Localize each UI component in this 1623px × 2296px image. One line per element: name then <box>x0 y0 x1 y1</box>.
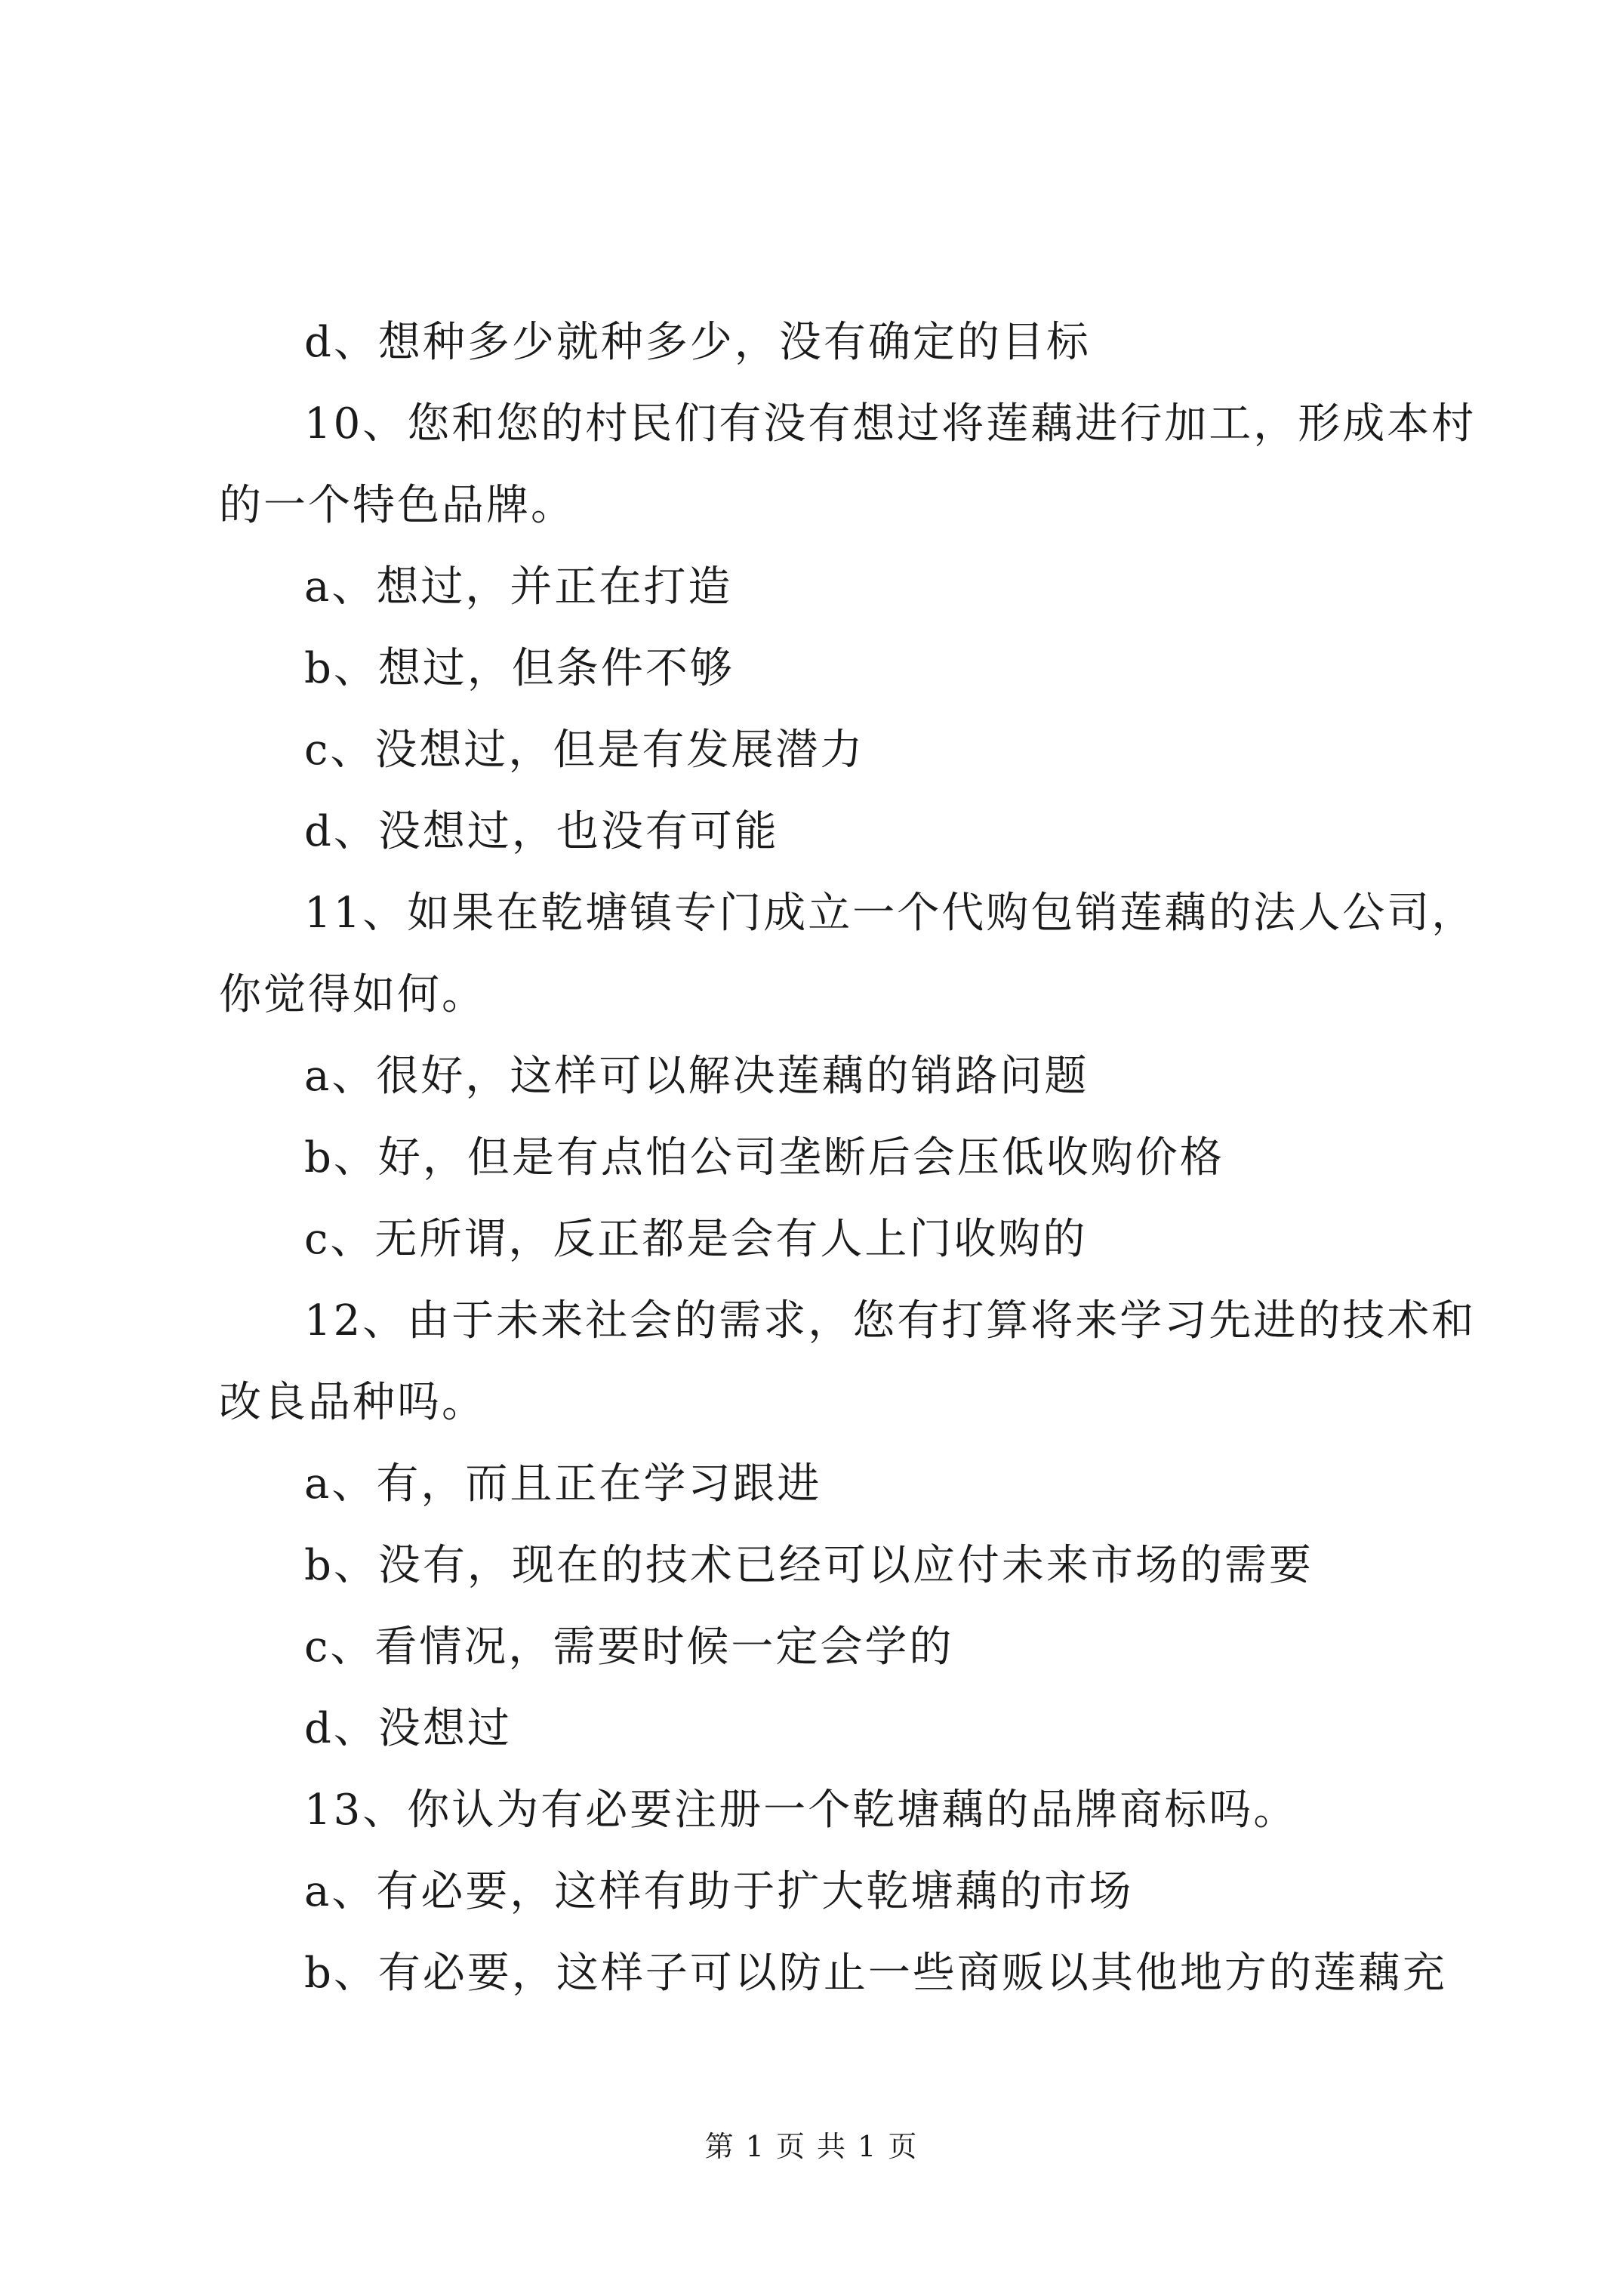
page-footer: 第 1 页 共 1 页 <box>704 2130 919 2163</box>
question-continuation-line: 的一个特色品牌。 <box>219 481 575 530</box>
answer-option-line: c、看情况，需要时候一定会学的 <box>304 1623 954 1672</box>
answer-option-line: b、好，但是有点怕公司垄断后会压低收购价格 <box>304 1133 1224 1182</box>
question-line: 10、您和您的村民们有没有想过将莲藕进行加工，形成本村 <box>304 399 1477 448</box>
answer-option-line: a、想过，并正在打造 <box>304 562 733 612</box>
question-line: 12、由于未来社会的需求，您有打算将来学习先进的技术和 <box>304 1296 1477 1345</box>
document-body <box>219 302 1477 2014</box>
answer-option-line: c、没想过，但是有发展潜力 <box>304 726 865 775</box>
question-continuation-line: 改良品种吗。 <box>219 1378 486 1427</box>
answer-option-line: b、有必要，这样子可以防止一些商贩以其他地方的莲藕充 <box>304 1949 1447 1998</box>
answer-option-line: d、想种多少就种多少，没有确定的目标 <box>304 318 1091 367</box>
answer-option-line: a、很好，这样可以解决莲藕的销路问题 <box>304 1052 1089 1101</box>
question-line: 11、如果在乾塘镇专门成立一个代购包销莲藕的法人公司， <box>304 889 1477 938</box>
question-line: 13、你认为有必要注册一个乾塘藕的品牌商标吗。 <box>304 1786 1298 1835</box>
answer-option-line: d、没想过 <box>304 1704 512 1753</box>
answer-option-line: c、无所谓，反正都是会有人上门收购的 <box>304 1215 1088 1264</box>
answer-option-line: d、没想过，也没有可能 <box>304 807 779 856</box>
answer-option-line: a、有，而且正在学习跟进 <box>304 1459 822 1509</box>
answer-option-line: b、想过，但条件不够 <box>304 644 735 693</box>
question-continuation-line: 你觉得如何。 <box>219 970 486 1019</box>
answer-option-line: b、没有，现在的技术已经可以应付未来市场的需要 <box>304 1541 1313 1590</box>
answer-option-line: a、有必要，这样有助于扩大乾塘藕的市场 <box>304 1867 1134 1916</box>
